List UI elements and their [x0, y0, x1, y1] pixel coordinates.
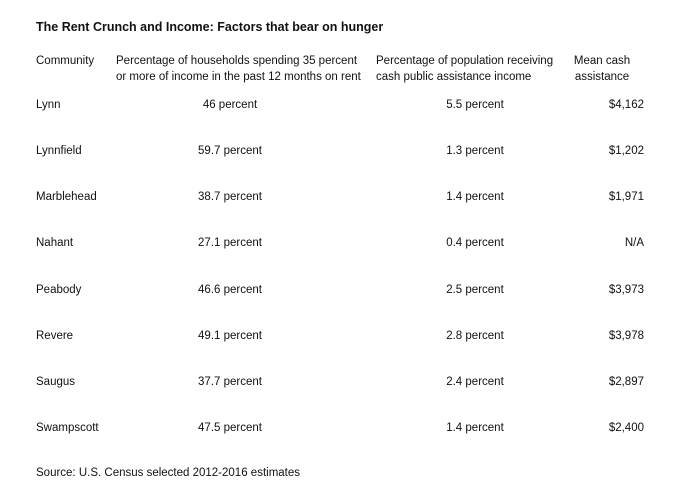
- cell-community: Lynnfield: [36, 145, 82, 157]
- header-assistance-line1: Percentage of population receiving: [376, 55, 554, 67]
- table-row: [0, 376, 700, 396]
- header-assistance: [376, 53, 556, 85]
- cell-mean-cash: $3,978: [608, 330, 644, 342]
- header-rent-line2: or more of income in the past 12 months on rent: [116, 71, 361, 83]
- cell-assistance: 5.5 percent: [446, 99, 504, 111]
- cell-mean-cash: $1,971: [608, 191, 644, 203]
- cell-assistance: 2.4 percent: [446, 376, 504, 388]
- source-note: Source: U.S. Census selected 2012-2016 estimates: [36, 467, 301, 479]
- cell-community: Marblehead: [36, 191, 97, 203]
- header-rent-line1: Percentage of households spending 35 percent: [116, 55, 358, 67]
- cell-assistance: 2.8 percent: [446, 330, 504, 342]
- cell-assistance: 1.4 percent: [446, 191, 504, 203]
- cell-rent: 49.1 percent: [198, 330, 262, 342]
- header-assistance-line2: cash public assistance income: [376, 71, 532, 83]
- cell-community: Saugus: [36, 376, 76, 388]
- cell-rent: 27.1 percent: [198, 237, 262, 249]
- header-community-label: Community: [36, 55, 95, 67]
- table-row: [0, 422, 700, 442]
- table-row: [0, 145, 700, 165]
- cell-community: Lynn: [36, 99, 61, 111]
- cell-rent: 46 percent: [202, 99, 258, 111]
- header-mean-line1: Mean cash: [573, 55, 631, 67]
- cell-rent: 37.7 percent: [198, 376, 262, 388]
- cell-assistance: 2.5 percent: [446, 284, 504, 296]
- header-rent: [116, 53, 366, 85]
- cell-mean-cash: $2,400: [608, 422, 644, 434]
- cell-assistance: 1.3 percent: [446, 145, 504, 157]
- cell-assistance: 1.4 percent: [446, 422, 504, 434]
- cell-rent: 59.7 percent: [198, 145, 262, 157]
- page-title: The Rent Crunch and Income: Factors that bear on hunger: [36, 20, 384, 34]
- cell-mean-cash: N/A: [624, 237, 644, 249]
- cell-rent: 46.6 percent: [198, 284, 262, 296]
- cell-assistance: 0.4 percent: [446, 237, 504, 249]
- cell-rent: 47.5 percent: [198, 422, 262, 434]
- cell-mean-cash: $4,162: [608, 99, 644, 111]
- header-mean-line2: assistance: [574, 71, 630, 83]
- table-row: [0, 99, 700, 119]
- table-row: [0, 237, 700, 257]
- cell-mean-cash: $1,202: [608, 145, 644, 157]
- table-row: [0, 191, 700, 211]
- table-row: [0, 330, 700, 350]
- cell-rent: 38.7 percent: [198, 191, 262, 203]
- cell-community: Peabody: [36, 284, 82, 296]
- header-mean-cash: [570, 53, 634, 85]
- cell-mean-cash: $2,897: [608, 376, 644, 388]
- header-community: [36, 53, 94, 69]
- cell-community: Swampscott: [36, 422, 99, 434]
- cell-community: Nahant: [36, 237, 74, 249]
- table-row: [0, 284, 700, 304]
- cell-mean-cash: $3,973: [608, 284, 644, 296]
- cell-community: Revere: [36, 330, 74, 342]
